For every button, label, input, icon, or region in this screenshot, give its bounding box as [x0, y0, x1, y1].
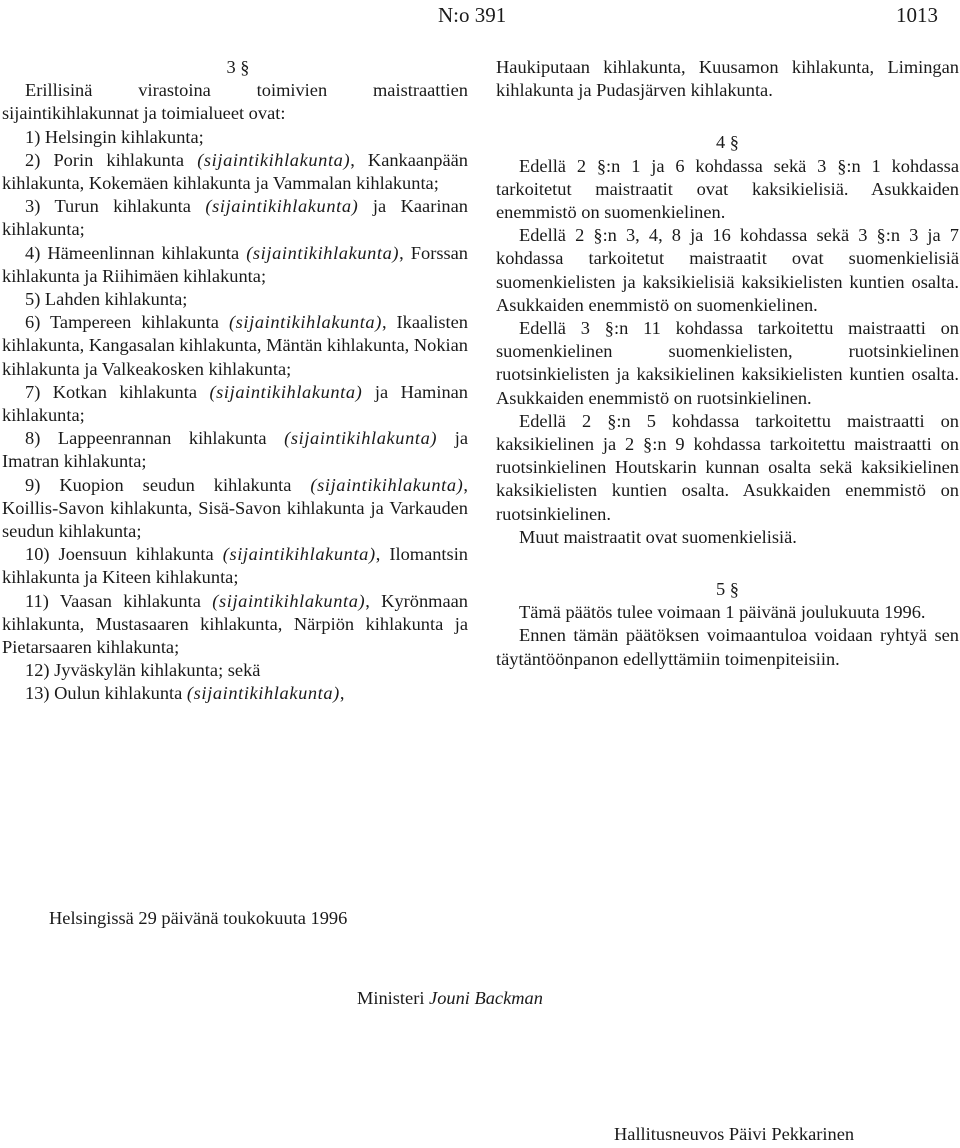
section-3-continuation: Haukiputaan kihlakunta, Kuusamon kihlakunta, Limingan kihlakunta ja Pudasjärven kihlakunta. [496, 57, 959, 101]
district-list-item [2, 381, 468, 427]
item-seat-note: (sijaintikihlakunta) [209, 381, 363, 402]
header-page-number: 1013 [896, 3, 938, 27]
item-text: 6) Tampereen kihlakunta [25, 312, 229, 333]
item-seat-note: (sijaintikihlakunta) [228, 312, 382, 333]
district-list [2, 126, 468, 706]
item-text: 4) Hämeenlinnan kihlakunta [25, 242, 247, 263]
item-text: , Ikaalisten kihlakunta, Kangasalan kihlakunta, Mäntän kihlakunta, Nokian kihlakunta ja Valkeakosken kihlakunta; [2, 312, 468, 379]
district-list-item [2, 288, 468, 311]
section-4-heading: 4 § [716, 132, 739, 153]
district-list-item [2, 149, 468, 195]
section-5-paragraph: Tämä päätös tulee voimaan 1 päivänä joulukuuta 1996. [519, 602, 926, 623]
header-number: N:o 391 [438, 3, 507, 27]
item-text: , Koillis-Savon kihlakunta, Sisä-Savon kihlakunta ja Varkauden seudun kihlakunta; [2, 474, 468, 542]
item-seat-note: (sijaintikihlakunta) [246, 242, 400, 263]
item-text: 9) Kuopion seudun kihlakunta [25, 474, 311, 495]
item-text: 3) Turun kihlakunta [25, 196, 206, 217]
section-3-intro: Erillisinä virastoina toimivien maistraattien sijaintikihlakunnat ja toimialueet ovat: [2, 80, 468, 124]
minister-title: Ministeri [357, 988, 425, 1008]
section-4-paragraph: Edellä 2 §:n 3, 4, 8 ja 16 kohdassa sekä 3 §:n 3 ja 7 kohdassa tarkoitetut maistraatit ovat suomenkielisiä suomenkielisten ja kaksikielisiä kaksikielisten kuntien osalta. Asukkaiden enemmistö on suomenkielinen. [496, 225, 959, 315]
section-5-paragraph: Ennen tämän päätöksen voimaantuloa voidaan ryhtyä sen täytäntöönpanon edellyttämiin toimenpiteisiin. [496, 625, 959, 669]
item-text: 1) Helsingin kihlakunta; [25, 126, 204, 147]
item-seat-note: (sijaintikihlakunta) [186, 683, 340, 704]
item-text: 11) Vaasan kihlakunta [25, 590, 213, 611]
section-4-paragraph: Edellä 3 §:n 11 kohdassa tarkoitettu maistraatti on suomenkielinen suomenkielisten, ruotsinkielinen ruotsinkielisten ja kaksikielinen kaksikielisten kuntien osalta. Asukkaiden enemmistö on ruotsinkielinen. [496, 318, 959, 408]
item-text: , Kyrönmaan kihlakunta, Mustasaaren kihlakunta, Närpiön kihlakunta ja Pietarsaaren kihlakunta; [2, 590, 468, 658]
district-list-item [2, 474, 468, 544]
item-seat-note: (sijaintikihlakunta) [205, 196, 359, 217]
minister-name: Jouni Backman [429, 988, 543, 1008]
item-seat-note: (sijaintikihlakunta) [212, 590, 366, 611]
spacer [496, 549, 959, 578]
item-text: , [339, 683, 345, 704]
section-3-heading: 3 § [226, 57, 250, 77]
item-text: ja Imatran kihlakunta; [2, 428, 468, 472]
section-5-heading: 5 § [716, 579, 739, 600]
district-list-item [2, 427, 468, 473]
section-4-paragraph: Edellä 2 §:n 1 ja 6 kohdassa sekä 3 §:n 1 kohdassa tarkoitetut maistraatit ovat kaksikielisiä. Asukkaiden enemmistö on suomenkielinen. [496, 155, 959, 223]
district-list-item [2, 311, 468, 381]
item-seat-note: (sijaintikihlakunta) [222, 544, 376, 565]
district-list-item [2, 543, 468, 589]
item-text: 5) Lahden kihlakunta; [25, 289, 188, 310]
item-text: 7) Kotkan kihlakunta [25, 381, 210, 402]
district-list-item [2, 682, 468, 705]
item-text: , Forssan kihlakunta ja Riihimäen kihlakunta; [2, 242, 468, 286]
section-4-paragraph: Edellä 2 §:n 5 kohdassa tarkoitettu maistraatti on kaksikielinen ja 2 §:n 9 kohdassa tarkoitettu maistraatti on ruotsinkielinen Houtskarin kunnan osalta sekä kaksikielinen kaksikielisten kuntien osalta. Asukkaiden enemmistö on ruotsinkielinen. [496, 410, 959, 524]
item-text: 12) Jyväskylän kihlakunta; sekä [25, 660, 261, 681]
item-seat-note: (sijaintikihlakunta) [310, 474, 464, 495]
item-text: ja Haminan kihlakunta; [2, 381, 468, 426]
left-column [2, 56, 468, 706]
place-date: Helsingissä 29 päivänä toukokuuta 1996 [49, 908, 348, 928]
item-text: 2) Porin kihlakunta [25, 149, 198, 170]
item-text: 8) Lappeenrannan kihlakunta [25, 428, 285, 449]
minister-signature [357, 986, 543, 1010]
section-4-paragraph: Muut maistraatit ovat suomenkielisiä. [519, 526, 797, 547]
district-list-item [2, 242, 468, 288]
right-column [496, 56, 959, 671]
item-text: 10) Joensuun kihlakunta [25, 544, 223, 565]
item-seat-note: (sijaintikihlakunta) [197, 149, 351, 170]
item-text: ja Kaarinan kihlakunta; [2, 196, 468, 240]
item-text: , Kankaanpään kihlakunta, Kokemäen kihlakunta ja Vammalan kihlakunta; [2, 149, 468, 194]
item-text: 13) Oulun kihlakunta [25, 683, 187, 704]
district-list-item [2, 590, 468, 660]
district-list-item [2, 195, 468, 241]
district-list-item [2, 659, 468, 682]
district-list-item [2, 126, 468, 149]
item-text: , Ilomantsin kihlakunta ja Kiteen kihlakunta; [2, 544, 468, 588]
spacer [496, 102, 959, 131]
official-signature: Hallitusneuvos Päivi Pekkarinen [614, 1124, 855, 1144]
item-seat-note: (sijaintikihlakunta) [284, 428, 438, 449]
